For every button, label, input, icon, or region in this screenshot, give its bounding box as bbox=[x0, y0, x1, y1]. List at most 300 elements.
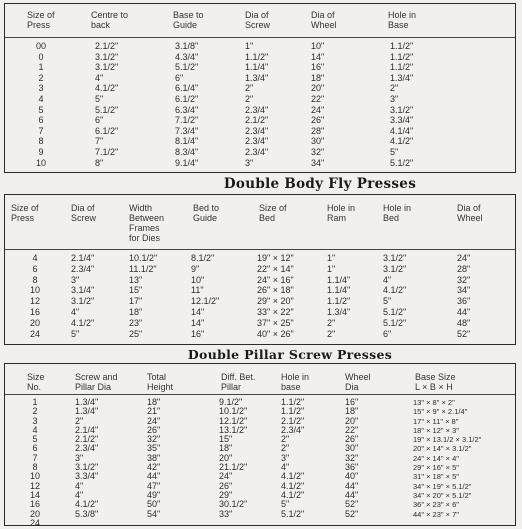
table-cell: 2.3/4" bbox=[75, 443, 99, 454]
table1-header-3 bbox=[245, 10, 270, 30]
table-cell: 2.3/4" bbox=[245, 146, 269, 157]
table-cell: 4" bbox=[75, 489, 84, 500]
header-line: Size of bbox=[11, 203, 39, 213]
table-cell: 16 bbox=[29, 306, 40, 317]
table-cell: 00 bbox=[35, 41, 46, 51]
table-cell: 2.3/4" bbox=[245, 136, 269, 147]
table-cell: 20 bbox=[29, 317, 40, 328]
table-cell: 5" bbox=[71, 328, 80, 339]
header-line: Pillar Dia bbox=[75, 382, 112, 392]
table-cell: 8.3/4" bbox=[175, 146, 199, 157]
header-line: Wheel bbox=[457, 213, 483, 223]
table-cell: 52" bbox=[345, 499, 359, 510]
header-line: Dia bbox=[345, 382, 359, 392]
table-cell: 3 bbox=[32, 415, 38, 426]
header-line: Base Size bbox=[415, 372, 456, 382]
table-cell: 37" × 25" bbox=[257, 317, 294, 328]
table-cell: 10" bbox=[191, 274, 205, 285]
table3-header-2 bbox=[147, 372, 173, 392]
table-cell: 38" bbox=[147, 452, 161, 463]
table-cell: 26" bbox=[345, 434, 359, 445]
header-line: Ram bbox=[327, 213, 347, 223]
table-cell: 15" × 9" × 2.1/4" bbox=[413, 407, 468, 417]
table-cell: 22" bbox=[345, 424, 359, 435]
table-cell: 44" bbox=[345, 489, 359, 500]
table2-header-3 bbox=[193, 203, 219, 223]
table-cell: 20" bbox=[345, 415, 359, 426]
table-cell: 2.1/2" bbox=[75, 434, 99, 445]
header-line: Hole in bbox=[388, 10, 417, 20]
table2-column-2 bbox=[129, 253, 177, 339]
table-cell: 2 bbox=[32, 406, 38, 417]
table2-column-6 bbox=[383, 253, 427, 339]
table-cell: 5.1/2" bbox=[383, 306, 407, 317]
table-cell: 1.1/2" bbox=[390, 41, 414, 51]
header-line: No. bbox=[27, 382, 42, 392]
table-cell: 24" × 14" × 4" bbox=[413, 453, 459, 463]
table-cell: 4.1/4" bbox=[390, 125, 414, 136]
table1-column-3 bbox=[245, 41, 289, 168]
table3-column-4 bbox=[281, 398, 329, 519]
table3-header-1 bbox=[75, 372, 118, 392]
table-cell: 18" bbox=[311, 72, 325, 83]
table-cell: 8.1/2" bbox=[191, 253, 215, 263]
table-cell: 0 bbox=[38, 51, 44, 62]
table-cell: 23" bbox=[129, 317, 143, 328]
table-cell: 5 bbox=[32, 434, 38, 445]
table-cell: 7.3/4" bbox=[175, 125, 199, 136]
table-cell: 19" × 12" bbox=[257, 253, 294, 263]
table-cell: 8 bbox=[32, 274, 38, 285]
table-cell: 4.1/2" bbox=[281, 471, 305, 482]
header-line: Centre to bbox=[91, 10, 129, 20]
table-cell: 44" bbox=[147, 471, 161, 482]
header-line: Dia of bbox=[71, 203, 95, 213]
header-line: Press bbox=[11, 213, 35, 223]
table-cell: 9" bbox=[191, 263, 200, 274]
header-line: Guide bbox=[173, 20, 198, 30]
table2-header-2 bbox=[129, 203, 164, 243]
table3-header-5 bbox=[345, 372, 371, 392]
table-cell: 4 bbox=[38, 93, 44, 104]
header-line: back bbox=[91, 20, 111, 30]
table-cell: 6" bbox=[95, 115, 104, 126]
table-cell: 5.1/2" bbox=[95, 104, 119, 115]
table-cell: 26" bbox=[147, 424, 161, 435]
table-cell: 52" bbox=[345, 508, 359, 519]
double-pillar-screw-presses-title: Double Pillar Screw Presses bbox=[187, 347, 393, 362]
double-body-fly-presses-title: Double Body Fly Presses bbox=[223, 176, 417, 192]
table-cell: 11.1/2" bbox=[129, 263, 157, 274]
table-cell: 4.1/2" bbox=[281, 489, 305, 500]
table-cell: 3.1/2" bbox=[95, 62, 119, 73]
table-cell: 14 bbox=[29, 489, 40, 500]
table-cell: 2" bbox=[245, 83, 254, 94]
table-cell: 4" bbox=[75, 480, 84, 491]
header-line: Wheel bbox=[345, 372, 371, 382]
header-line: Base bbox=[388, 20, 409, 30]
header-line: Between bbox=[129, 213, 165, 223]
table1-column-2 bbox=[175, 41, 219, 168]
table-cell: 30.1/2" bbox=[219, 499, 248, 510]
table-cell: 3.1/2" bbox=[383, 253, 407, 263]
table3-column-3 bbox=[219, 398, 267, 519]
table-cell: 21.1/2" bbox=[219, 462, 248, 473]
table-cell: 12 bbox=[29, 296, 40, 307]
table-cell: 21" bbox=[147, 406, 161, 417]
table-cell: 3 bbox=[38, 83, 44, 94]
table-cell: 3" bbox=[281, 452, 290, 463]
table-cell: 6.1/4" bbox=[175, 83, 199, 94]
table-cell: 1 bbox=[32, 397, 38, 407]
table-cell: 33" bbox=[219, 508, 233, 519]
table-cell: 6" bbox=[175, 72, 184, 83]
header-line: Hole in bbox=[383, 203, 412, 213]
table-cell: 2" bbox=[281, 443, 290, 454]
table-cell: 29" bbox=[219, 489, 233, 500]
header-line: Size of bbox=[259, 203, 287, 213]
table-cell: 13.1/2" bbox=[219, 424, 248, 435]
table-cell: 26" bbox=[219, 480, 233, 491]
table-cell: 30" bbox=[311, 136, 325, 147]
table1-column-1 bbox=[95, 41, 139, 168]
table-cell: 30" bbox=[345, 443, 359, 454]
table-cell: 1.1/4" bbox=[327, 274, 351, 285]
table-cell: 3.3/4" bbox=[75, 471, 99, 482]
table-cell: 19" × 13.1/2 × 3.1/2" bbox=[413, 435, 482, 445]
table-cell: 1.3/4" bbox=[75, 397, 99, 407]
table-cell: 3.1/2" bbox=[75, 462, 99, 473]
table2-column-4 bbox=[257, 253, 325, 339]
header-line: Total bbox=[147, 372, 167, 382]
table-cell: 2" bbox=[327, 328, 336, 339]
table-cell: 20" × 14" × 3.1/2" bbox=[413, 444, 472, 454]
table2-header-6 bbox=[383, 203, 411, 223]
table-cell: 17" × 11" × 8" bbox=[413, 416, 459, 426]
header-line: Pillar bbox=[221, 382, 242, 392]
table-cell: 29" × 16" × 5" bbox=[413, 463, 459, 473]
table-cell: 2.1/4" bbox=[71, 253, 95, 263]
table-cell: 17" bbox=[129, 296, 143, 307]
table-cell: 3.1/2" bbox=[95, 51, 119, 62]
table1-column-4 bbox=[311, 41, 355, 168]
table-cell: 20 bbox=[29, 508, 40, 519]
table-cell: 1.1/2" bbox=[390, 62, 414, 73]
fly-press-table bbox=[4, 3, 516, 173]
table-cell: 4" bbox=[281, 462, 290, 473]
table-cell: 20" bbox=[219, 452, 233, 463]
table-cell: 7 bbox=[32, 452, 38, 463]
table-cell: 3" bbox=[390, 93, 399, 104]
header-line: Screw bbox=[245, 20, 271, 30]
table-cell: 24" bbox=[219, 471, 233, 482]
table-cell: 26" bbox=[311, 115, 325, 126]
table-cell: 7.1/2" bbox=[95, 146, 119, 157]
table1-header-2 bbox=[173, 10, 204, 30]
table-cell: 1" bbox=[327, 253, 336, 263]
table-cell: 4" bbox=[95, 72, 104, 83]
table-cell: 5 bbox=[38, 104, 44, 115]
table3-column-6 bbox=[413, 398, 513, 519]
table2-column-7 bbox=[457, 253, 497, 339]
table-cell: 7.1/2" bbox=[175, 115, 199, 126]
table-cell: 10.1/2" bbox=[129, 253, 158, 263]
header-line: base bbox=[281, 382, 301, 392]
table-cell: 18" × 12" × 3" bbox=[413, 425, 459, 435]
table3-column-1 bbox=[75, 398, 123, 519]
table-cell: 12.1/2" bbox=[219, 415, 248, 426]
table-cell: 44" bbox=[457, 306, 471, 317]
table-cell: 36" × 23" × 6" bbox=[413, 500, 459, 510]
double-pillar-screw-presses-table bbox=[4, 363, 516, 526]
table-cell: 4.1/2" bbox=[281, 480, 305, 491]
table-cell: 12 bbox=[29, 480, 40, 491]
table-cell: 1.1/2" bbox=[245, 51, 269, 62]
table3-header-4 bbox=[281, 372, 309, 392]
table-cell: 3.1/8" bbox=[175, 41, 199, 51]
table2-header-1 bbox=[71, 203, 96, 223]
table-cell: 2.3/4" bbox=[281, 424, 305, 435]
table-cell: 3.1/2" bbox=[383, 263, 407, 274]
table-cell: 2.1/2" bbox=[281, 415, 305, 426]
table-cell: 34" bbox=[457, 285, 471, 296]
table-cell: 1 bbox=[38, 62, 44, 73]
table-cell: 40" bbox=[345, 471, 359, 482]
table-cell: 5" bbox=[383, 296, 392, 307]
table-cell: 4.1/2" bbox=[71, 317, 95, 328]
table-cell: 28" bbox=[311, 125, 325, 136]
table-cell: 10 bbox=[29, 285, 40, 296]
header-line: for Dies bbox=[129, 233, 161, 243]
header-line: Hole in bbox=[327, 203, 356, 213]
table-cell: 13" × 8" × 2" bbox=[413, 398, 455, 407]
table-cell: 6 bbox=[38, 115, 44, 126]
table1-header-1 bbox=[91, 10, 128, 30]
table-cell: 10 bbox=[29, 471, 40, 482]
table-cell: 11" bbox=[191, 285, 204, 296]
table-cell: 16" bbox=[345, 397, 359, 407]
table-cell: 2" bbox=[75, 415, 84, 426]
table-cell: 24 bbox=[29, 517, 40, 526]
table-cell: 49" bbox=[147, 489, 161, 500]
header-line: Screw bbox=[71, 213, 97, 223]
table3-column-0 bbox=[23, 398, 47, 526]
double-body-fly-presses-table bbox=[4, 194, 516, 345]
table-cell: 2.3/4" bbox=[245, 104, 269, 115]
table-cell: 44" × 23" × 7" bbox=[413, 509, 459, 519]
header-line: Hole in bbox=[281, 372, 310, 382]
table-cell: 7" bbox=[95, 136, 104, 147]
table-cell: 6.1/2" bbox=[175, 93, 199, 104]
table-cell: 32" bbox=[311, 146, 325, 157]
table2-column-0 bbox=[21, 253, 49, 339]
header-line: Bed to bbox=[193, 203, 220, 213]
table-cell: 8" bbox=[95, 157, 104, 168]
table-cell: 3.1/4" bbox=[71, 285, 95, 296]
table-cell: 2 bbox=[38, 72, 44, 83]
table1-header-5 bbox=[388, 10, 416, 30]
table-cell: 3.3/4" bbox=[390, 115, 414, 126]
table-cell: 5.3/8" bbox=[75, 508, 99, 519]
table-cell: 22" bbox=[311, 93, 325, 104]
header-line: Bed bbox=[383, 213, 400, 223]
header-line: Height bbox=[147, 382, 174, 392]
header-line: Dia of bbox=[245, 10, 269, 20]
table-cell: 2.1/2" bbox=[95, 41, 119, 51]
table-cell: 8.1/4" bbox=[175, 136, 199, 147]
table-cell: 15" bbox=[129, 285, 143, 296]
table1-column-5 bbox=[390, 41, 434, 168]
table-cell: 50" bbox=[147, 499, 161, 510]
table-cell: 1.3/4" bbox=[390, 72, 414, 83]
table-cell: 35" bbox=[147, 443, 161, 454]
table3-header-3 bbox=[221, 372, 255, 392]
table-cell: 25" bbox=[129, 328, 143, 339]
header-line: Diff. Bet. bbox=[221, 372, 256, 382]
table-cell: 2.3/4" bbox=[245, 125, 269, 136]
table-cell: 8 bbox=[38, 136, 44, 147]
table-cell: 24" bbox=[147, 415, 161, 426]
table-cell: 3.1/2" bbox=[71, 296, 95, 307]
table-cell: 5" bbox=[95, 93, 104, 104]
table-cell: 44" bbox=[345, 480, 359, 491]
table-cell: 5.1/2" bbox=[390, 157, 414, 168]
table-cell: 32" bbox=[457, 274, 471, 285]
table3-header-6 bbox=[415, 372, 456, 392]
table-cell: 54" bbox=[147, 508, 161, 519]
table-cell: 12.1/2" bbox=[191, 296, 220, 307]
table3-column-2 bbox=[147, 398, 187, 519]
table-cell: 40" × 26" bbox=[257, 328, 294, 339]
table2-column-1 bbox=[71, 253, 119, 339]
table-cell: 24 bbox=[29, 328, 40, 339]
table-cell: 2" bbox=[245, 93, 254, 104]
table-cell: 10" bbox=[311, 41, 325, 51]
table-cell: 1.3/4" bbox=[75, 406, 99, 417]
table-cell: 6.1/2" bbox=[95, 125, 119, 136]
table-cell: 1.1/4" bbox=[327, 285, 351, 296]
table-cell: 18" bbox=[129, 306, 143, 317]
table-cell: 29" × 20" bbox=[257, 296, 294, 307]
header-line: Screw and bbox=[75, 372, 118, 382]
header-line: Width bbox=[129, 203, 153, 213]
table-cell: 24" bbox=[311, 104, 325, 115]
table-cell: 13" bbox=[129, 274, 143, 285]
table-cell: 2.1/4" bbox=[75, 424, 99, 435]
table-cell: 1.1/2" bbox=[281, 397, 305, 407]
table-cell: 24" bbox=[457, 253, 471, 263]
table2-header-4 bbox=[259, 203, 287, 223]
table-cell: 28" bbox=[457, 263, 471, 274]
table-cell: 4" bbox=[71, 306, 80, 317]
table-cell: 5" bbox=[390, 146, 399, 157]
table-cell: 18" bbox=[345, 406, 359, 417]
header-line: Bed bbox=[259, 213, 276, 223]
table-cell: 26" × 18" bbox=[257, 285, 294, 296]
table-cell: 32" bbox=[147, 434, 161, 445]
header-line: Size of bbox=[27, 10, 55, 20]
header-line: L × B × H bbox=[415, 382, 453, 392]
table-cell: 9.1/4" bbox=[175, 157, 199, 168]
table-cell: 4.1/2" bbox=[383, 285, 407, 296]
table-cell: 14" bbox=[191, 317, 205, 328]
table-cell: 16" bbox=[311, 62, 325, 73]
table2-column-3 bbox=[191, 253, 239, 339]
table-cell: 9.1/2" bbox=[219, 397, 243, 407]
table1-header-rule bbox=[5, 37, 515, 38]
table-cell: 36" bbox=[345, 462, 359, 473]
table-cell: 2" bbox=[281, 434, 290, 445]
header-line: Wheel bbox=[311, 20, 337, 30]
table-cell: 1.1/2" bbox=[390, 51, 414, 62]
table-cell: 52" bbox=[457, 328, 471, 339]
table-cell: 16" bbox=[191, 328, 205, 339]
table-cell: 1" bbox=[245, 41, 254, 51]
table-cell: 7 bbox=[38, 125, 44, 136]
table-cell: 14" bbox=[311, 51, 325, 62]
table-cell: 5" bbox=[281, 499, 290, 510]
table1-header-4 bbox=[311, 10, 337, 30]
header-line: Guide bbox=[193, 213, 218, 223]
table-cell: 10 bbox=[35, 157, 46, 168]
header-line: Frames bbox=[129, 223, 160, 233]
table-cell: 6 bbox=[32, 263, 38, 274]
table-cell: 18" bbox=[147, 397, 161, 407]
table-cell: 42" bbox=[147, 462, 161, 473]
table-cell: 2.3/4" bbox=[71, 263, 95, 274]
table-cell: 4" bbox=[383, 274, 392, 285]
table-cell: 20" bbox=[311, 83, 325, 94]
table-cell: 2" bbox=[390, 83, 399, 94]
table3-header-0 bbox=[27, 372, 45, 392]
table-cell: 1.3/4" bbox=[245, 72, 269, 83]
table-cell: 5.1/2" bbox=[383, 317, 407, 328]
table2-header-5 bbox=[327, 203, 355, 223]
header-line: Base to bbox=[173, 10, 204, 20]
table-cell: 6.3/4" bbox=[175, 104, 199, 115]
table2-header-7 bbox=[457, 203, 483, 223]
table-cell: 14" bbox=[191, 306, 205, 317]
table1-column-0 bbox=[27, 41, 55, 168]
table-cell: 15" bbox=[219, 434, 233, 445]
table-cell: 1.1/2" bbox=[281, 406, 305, 417]
table-cell: 4 bbox=[32, 424, 38, 435]
table-cell: 3.1/2" bbox=[390, 104, 414, 115]
table-cell: 6" bbox=[383, 328, 392, 339]
table-cell: 6 bbox=[32, 443, 38, 454]
table-cell: 33" × 22" bbox=[257, 306, 294, 317]
table3-header-rule bbox=[5, 394, 515, 395]
header-line: Dia of bbox=[311, 10, 335, 20]
header-line: Press bbox=[27, 20, 51, 30]
table-cell: 4.1/2" bbox=[390, 136, 414, 147]
table-cell: 16 bbox=[29, 499, 40, 510]
table-cell: 24" × 16" bbox=[257, 274, 294, 285]
table-cell: 18" bbox=[219, 443, 233, 454]
table-cell: 32" bbox=[345, 452, 359, 463]
table-cell: 1.1/2" bbox=[327, 296, 351, 307]
table-cell: 9 bbox=[38, 146, 44, 157]
table2-header-0 bbox=[11, 203, 39, 223]
table-cell: 2" bbox=[327, 317, 336, 328]
table-cell: 3" bbox=[71, 274, 80, 285]
table-cell: 4.3/4" bbox=[175, 51, 199, 62]
table-cell: 5.1/2" bbox=[281, 508, 305, 519]
table-cell: 5.1/2" bbox=[175, 62, 199, 73]
table-cell: 47" bbox=[147, 480, 161, 491]
header-line: Size bbox=[27, 372, 45, 382]
table2-header-rule bbox=[5, 249, 515, 250]
